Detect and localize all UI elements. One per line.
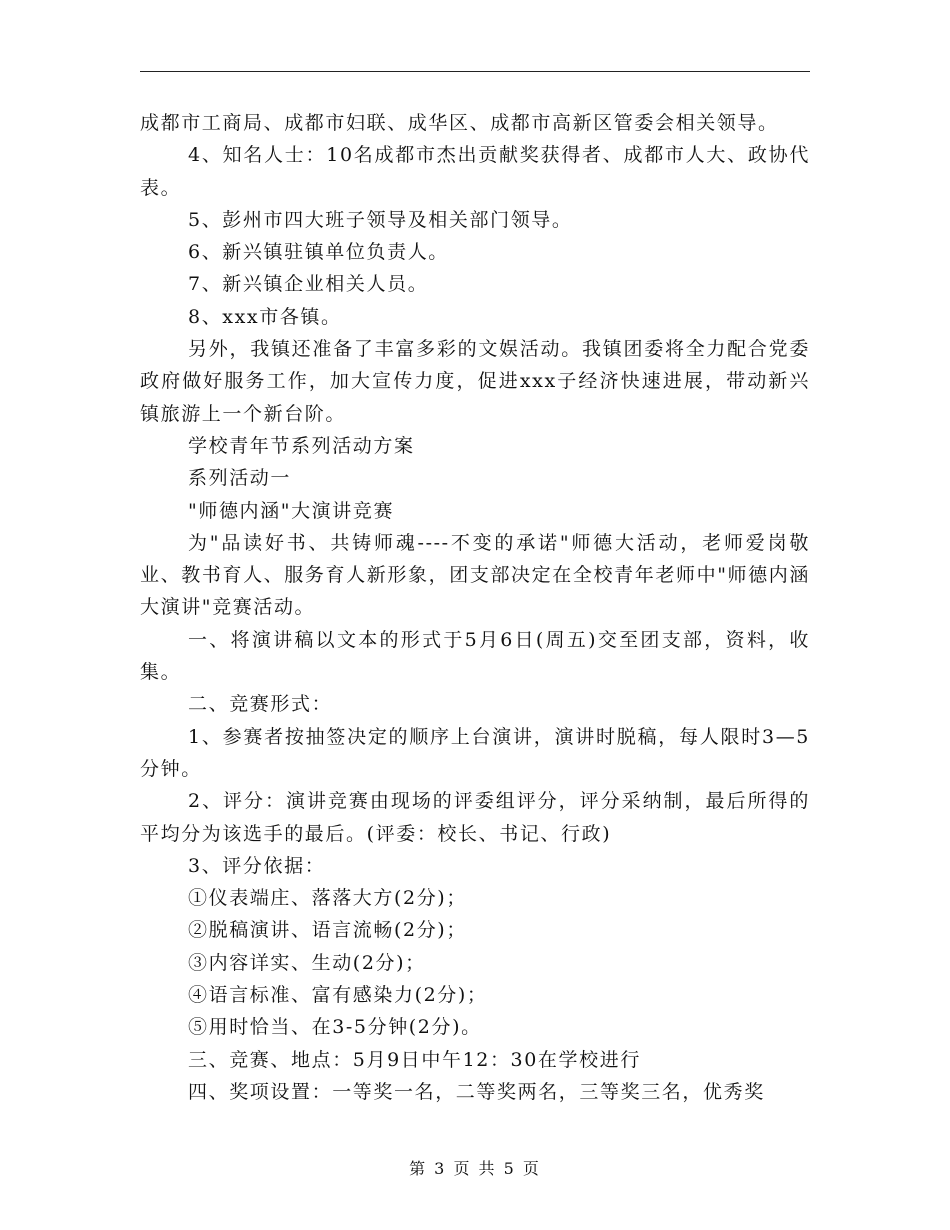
paragraph: 5、彭州市四大班子领导及相关部门领导。: [188, 208, 573, 231]
paragraph: 1、参赛者按抽签决定的顺序上台演讲，演讲时脱稿，每人限时3—5分钟。: [140, 725, 810, 780]
paragraph: 另外，我镇还准备了丰富多彩的文娱活动。我镇团委将全力配合党委政府做好服务工作，加大宣传力度，促进xxx子经济快速进展，带动新兴镇旅游上一个新台阶。: [140, 338, 810, 425]
section-subheading: 系列活动一: [188, 467, 292, 490]
list-item: ②脱稿演讲、语言流畅(2分)；: [188, 919, 467, 942]
paragraph: 4、知名人士：10名成都市杰出贡献奖获得者、成都市人大、政协代表。: [140, 144, 810, 199]
section-heading: 学校青年节系列活动方案: [188, 434, 415, 457]
paragraph: 一、将演讲稿以文本的形式于5月6日(周五)交至团支部，资料，收集。: [140, 628, 810, 684]
page-footer: 第 3 页 共 5 页: [409, 1159, 541, 1178]
paragraph: 成都市工商局、成都市妇联、成华区、成都市高新区管委会相关领导。: [140, 112, 779, 134]
paragraph: 3、评分依据：: [188, 854, 326, 877]
paragraph: 四、奖项设置：一等奖一名，二等奖两名，三等奖三名，优秀奖: [188, 1080, 765, 1103]
list-item: ⑤用时恰当、在3-5分钟(2分)。: [188, 1016, 482, 1039]
paragraph: 6、新兴镇驻镇单位负责人。: [188, 241, 449, 264]
paragraph: 为"品读好书、共铸师魂----不变的承诺"师德大活动，老师爱岗敬业、教书育人、服务育人新形象，团支部决定在全校青年老师中"师德内涵大演讲"竞赛活动。: [140, 531, 810, 619]
paragraph: 二、竞赛形式：: [188, 693, 333, 716]
paragraph: 7、新兴镇企业相关人员。: [188, 273, 429, 296]
header-rule: [140, 71, 810, 72]
list-item: ①仪表端庄、落落大方(2分)；: [188, 887, 467, 910]
paragraph: 8、xxx市各镇。: [188, 305, 342, 328]
paragraph: 2、评分：演讲竞赛由现场的评委组评分，评分采纳制，最后所得的平均分为该选手的最后。(评委：校长、书记、行政): [140, 790, 810, 845]
document-body: [140, 107, 810, 1108]
list-item: ④语言标准、富有感染力(2分)；: [188, 984, 488, 1007]
paragraph: 三、竞赛、地点：5月9日中午12：30在学校进行: [188, 1048, 641, 1071]
section-subheading: "师德内涵"大演讲竞赛: [188, 499, 395, 522]
list-item: ③内容详实、生动(2分)；: [188, 951, 426, 974]
